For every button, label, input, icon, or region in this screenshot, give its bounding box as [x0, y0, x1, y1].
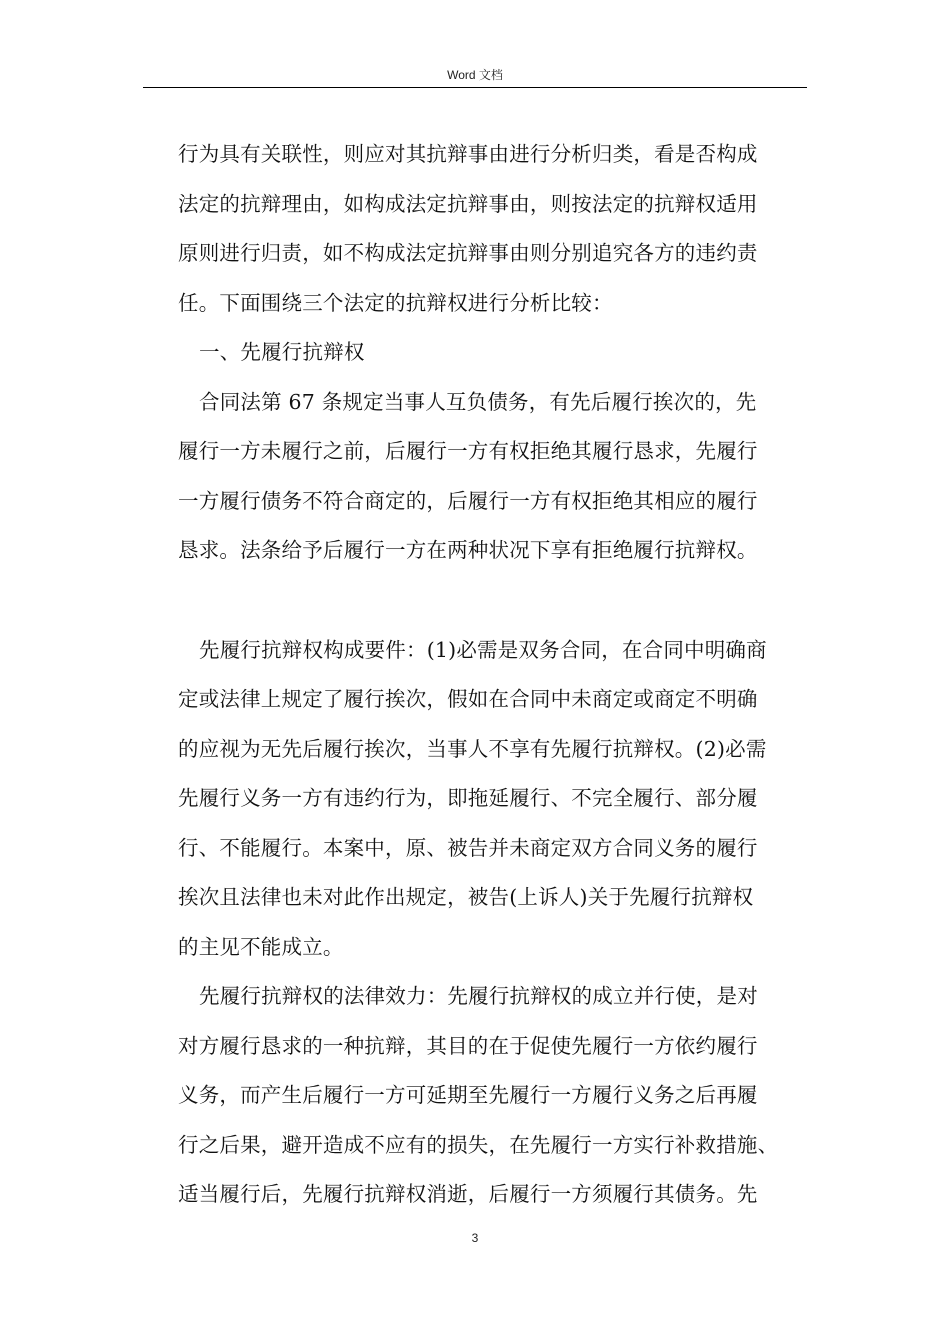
text-line: 任。下面围绕三个法定的抗辩权进行分析比较：: [178, 290, 613, 315]
text-line: 行为具有关联性，则应对其抗辩事由进行分析归类，看是否构成: [178, 142, 758, 166]
text-line: 法定的抗辩理由，如构成法定抗辩事由，则按法定的抗辩权适用: [178, 191, 758, 216]
text-line: 挨次且法律也未对此作出规定，被告(上诉人)关于先履行抗辩权: [178, 885, 754, 909]
text-line: 适当履行后，先履行抗辩权消逝，后履行一方须履行其债务。先: [178, 1182, 758, 1206]
page-number: 3: [471, 1231, 479, 1245]
text-line: 义务，而产生后履行一方可延期至先履行一方履行义务之后再履: [178, 1083, 758, 1107]
paragraph-gap: [178, 576, 818, 626]
section-heading: [178, 328, 818, 378]
section-heading-text: 一、先履行抗辩权: [199, 340, 365, 364]
paragraph-intro: [178, 130, 818, 328]
text-line: 的主见不能成立。: [178, 934, 344, 959]
text-line: 对方履行恳求的一种抗辩，其目的在于促使先履行一方依约履行: [178, 1033, 758, 1058]
header-divider: [143, 87, 807, 88]
text-line: 定或法律上规定了履行挨次，假如在合同中未商定或商定不明确: [178, 687, 758, 711]
text-line: 先履行义务一方有违约行为，即拖延履行、不完全履行、部分履: [178, 786, 758, 810]
paragraph-article-67: [178, 378, 818, 576]
text-line: 合同法第 67 条规定当事人互负债务，有先后履行挨次的，先: [199, 389, 757, 414]
text-line: 行、不能履行。本案中，原、被告并未商定双方合同义务的履行: [178, 835, 758, 860]
text-line: 先履行抗辩权的法律效力：先履行抗辩权的成立并行使，是对: [199, 984, 758, 1008]
text-line: 先履行抗辩权构成要件：(1)必需是双务合同，在合同中明确商: [199, 637, 767, 662]
text-line: 履行一方未履行之前，后履行一方有权拒绝其履行恳求，先履行: [178, 439, 758, 463]
text-line: 的应视为无先后履行挨次，当事人不享有先履行抗辩权。(2)必需: [178, 736, 767, 761]
paragraph-legal-effect: [178, 972, 818, 1220]
document-body: [178, 130, 818, 1220]
text-line: 原则进行归责，如不构成法定抗辩事由则分别追究各方的违约责: [178, 241, 758, 265]
paragraph-requirements: [178, 626, 818, 973]
text-line: 一方履行债务不符合商定的，后履行一方有权拒绝其相应的履行: [178, 488, 758, 513]
page-header: Word 文档: [447, 68, 503, 82]
text-line: 行之后果，避开造成不应有的损失，在先履行一方实行补救措施、: [178, 1132, 779, 1157]
text-line: 恳求。法条给予后履行一方在两种状况下享有拒绝履行抗辩权。: [178, 538, 758, 562]
